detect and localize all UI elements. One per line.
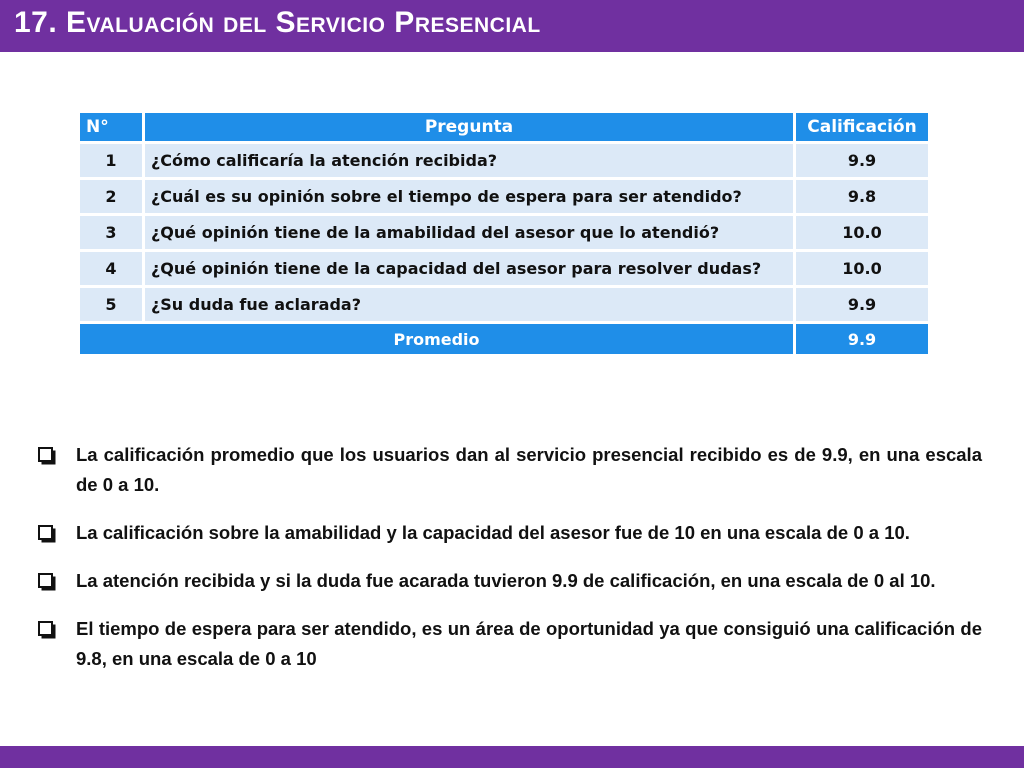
bullet-text: La calificación sobre la amabilidad y la capacidad del asesor fue de 10 en una escala de 0 a 10. — [76, 522, 910, 543]
row-number: 5 — [80, 288, 142, 321]
bullet-text: La atención recibida y si la duda fue acarada tuvieron 9.9 de calificación, en una escala de 0 al 10. — [76, 570, 936, 591]
bullet-list — [38, 440, 982, 692]
row-number: 1 — [80, 144, 142, 177]
row-question: ¿Cuál es su opinión sobre el tiempo de espera para ser atendido? — [145, 180, 793, 213]
row-question: ¿Qué opinión tiene de la capacidad del asesor para resolver dudas? — [145, 252, 793, 285]
row-score: 10.0 — [796, 216, 928, 249]
list-item — [38, 518, 982, 548]
list-item — [38, 440, 982, 500]
header-score: Calificación — [796, 113, 928, 141]
table-header-row — [80, 113, 928, 141]
row-question: ¿Su duda fue aclarada? — [145, 288, 793, 321]
row-score: 9.9 — [796, 144, 928, 177]
checkbox-bullet-icon — [38, 573, 53, 588]
row-score: 9.8 — [796, 180, 928, 213]
checkbox-bullet-icon — [38, 525, 53, 540]
header-question: Pregunta — [145, 113, 793, 141]
table-row — [80, 180, 928, 213]
row-score: 9.9 — [796, 288, 928, 321]
evaluation-table-container — [80, 110, 934, 357]
table-row — [80, 288, 928, 321]
list-item — [38, 614, 982, 674]
average-score: 9.9 — [796, 324, 928, 354]
row-number: 3 — [80, 216, 142, 249]
table-row — [80, 252, 928, 285]
header-number: N° — [80, 113, 142, 141]
evaluation-table — [77, 110, 931, 357]
row-question: ¿Qué opinión tiene de la amabilidad del asesor que lo atendió? — [145, 216, 793, 249]
footer-bar — [0, 746, 1024, 768]
row-score: 10.0 — [796, 252, 928, 285]
average-row — [80, 324, 928, 354]
slide-title: 17. Evaluación del Servicio Presencial — [14, 6, 541, 39]
checkbox-bullet-icon — [38, 621, 53, 636]
row-question: ¿Cómo calificaría la atención recibida? — [145, 144, 793, 177]
list-item — [38, 566, 982, 596]
row-number: 2 — [80, 180, 142, 213]
bullet-text: El tiempo de espera para ser atendido, es un área de oportunidad ya que consiguió una calificación de 9.8, en una escala de 0 a 10 — [76, 618, 982, 669]
table-row — [80, 216, 928, 249]
checkbox-bullet-icon — [38, 447, 53, 462]
bullet-text: La calificación promedio que los usuarios dan al servicio presencial recibido es de 9.9, en una escala de 0 a 10. — [76, 444, 982, 495]
average-label: Promedio — [80, 324, 793, 354]
table-row — [80, 144, 928, 177]
title-bar — [0, 0, 1024, 52]
row-number: 4 — [80, 252, 142, 285]
